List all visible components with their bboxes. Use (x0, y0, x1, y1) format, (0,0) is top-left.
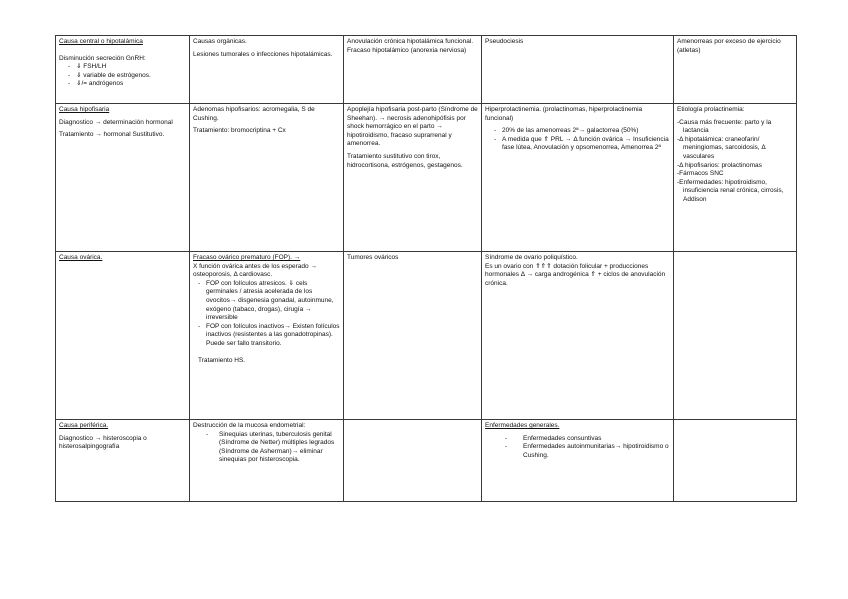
table-row (56, 36, 797, 104)
list-item: - ⇓/= andrógenos (59, 80, 186, 89)
cell-text: Diagnostico → determinación hormonal (59, 118, 173, 126)
cell-general-diseases (482, 420, 674, 502)
cell-text: Amenorreas por exceso de ejercicio (atletas) (677, 38, 781, 54)
cell-peripheral-cause (56, 420, 190, 502)
list-item: -Δ hipotalámica: craneofarin/ meningiomas, sarcoidosis, Δ vasculares (677, 135, 766, 160)
list-item: - FOP con folículos atresicos. ⇓ cels germinales / atresia acelerada de los ovocitos→ disgenesia gonadal, autoinmune, exógeno (tabaco, drogas), cirugía → irreversible (193, 280, 340, 323)
cell-prolactinemia-etiology (674, 104, 797, 252)
cell-empty (344, 420, 482, 502)
table-row (56, 252, 797, 420)
cell-polycystic-ovary (482, 252, 674, 420)
list-item: - Enfermedades autoinmunitarias→ hipotiroidismo o Cushing. (485, 443, 670, 460)
cell-text: Pseudociesis (485, 38, 524, 45)
list-item: -Fármacos SNC (677, 170, 724, 178)
cell-intro: Destrucción de la mucosa endometrial: (193, 422, 306, 429)
list-item: - ⇓ variable de estrógenos. (59, 72, 186, 81)
cell-title: Causa hipofisaria (59, 106, 110, 113)
cell-ovarian-tumors (344, 252, 482, 420)
cell-text: Tumores ováricos (347, 254, 399, 261)
cell-text: Tratamiento sustitutivo con tirox, hidrocortisona, estrógenos, gestagenos. (347, 152, 463, 169)
cell-title: Fracaso ovárico prematuro (FOP). → (193, 254, 301, 261)
cell-footer: Tratamiento HS. (198, 356, 246, 364)
cell-title: Enfermedades generales. (485, 422, 560, 429)
table-row (56, 104, 797, 252)
cell-text: Es un ovario con ⇑⇑⇑ dotación folicular + producciones hormonales Δ → carga androgénica ⇑ + ciclos de anovulación crónica. (485, 262, 666, 287)
cell-text: Adenomas hipofisarios: acromegalia, S de Cushing. (193, 106, 315, 122)
list-item: -Enfermedades: hipotiroidismo, insuficiencia renal crónica, cirrosis, Addison (677, 178, 784, 203)
cell-central-cause (56, 36, 190, 104)
cell-text: Tratamiento → hormonal Sustitutivo. (59, 131, 165, 139)
cell-hypothalamic-anovulation (344, 36, 482, 104)
cell-hyperprolactinemia (482, 104, 674, 252)
list-item: - FOP con folículos inactivos→ Existen folículos inactivos (resistentes a las gonadotropinas). Puede ser fallo transitorio. (193, 323, 340, 349)
cell-pseudocyesis (482, 36, 674, 104)
cell-text: Fracaso hipotalámico (anorexia nerviosa) (347, 46, 467, 54)
cell-text: Lesiones tumorales o infecciones hipotalámicas. (193, 50, 333, 58)
cell-intro: Disminución secreción GnRH: (59, 54, 146, 62)
cell-sheehan-syndrome (344, 104, 482, 252)
cell-title: Etiología prolactinemia: (677, 106, 745, 113)
list-item: - A medida que ⇑ PRL → Δ función ovárica → Insuficiencia fase lútea, Anovulación y opsomenorrea, Amenorrea 2ª (485, 136, 670, 153)
cell-empty (674, 252, 797, 420)
amenorrhea-table (55, 35, 797, 502)
cell-text: Causas orgánicas. (193, 38, 247, 45)
cell-pituitary-cause (56, 104, 190, 252)
list-item: - 20% de las amenorreas 2ª→ galactorrea (50%) (485, 127, 670, 136)
list-item: -Δ hipofisarios: prolactinomas (677, 161, 762, 169)
cell-organic-causes (190, 36, 344, 104)
cell-text: Apoplejía hipofisaria post-parto (Síndrome de Sheehan). → necrosis adenohipófisis por shock hemorrágico en el parto → hipotiroidismo, fracaso suprarrenal y amenorrea. (347, 106, 478, 148)
cell-title: Causa periférica. (59, 422, 109, 429)
cell-title: Causa central o hipotalámica (59, 38, 143, 45)
cell-title: Causa ovárica. (59, 254, 103, 261)
list-item: - ⇓ FSH/LH (59, 63, 186, 72)
cell-text: Síndrome de ovario poliquístico. (485, 254, 578, 261)
cell-intro: X función ovárica antes de los esperado → osteoporosis, Δ cardiovasc. (193, 262, 317, 279)
list-item: - Enfermedades consuntivas (485, 435, 670, 444)
cell-intro: Hiperprolactinemia. (prolactinomas, hiperprolactinemia funcional) (485, 106, 643, 122)
cell-endometrial-destruction (190, 420, 344, 502)
table-row (56, 420, 797, 502)
cell-exercise-amenorrhea (674, 36, 797, 104)
list-item: -Causa más frecuente: parto y la lactancia (677, 118, 772, 135)
cell-premature-ovarian-failure (190, 252, 344, 420)
cell-text: Anovulación crónica hipotalámica funcional. (347, 38, 474, 45)
cell-text: Tratamiento: bromocriptina + Cx (193, 127, 286, 135)
cell-ovarian-cause (56, 252, 190, 420)
cell-empty (674, 420, 797, 502)
cell-pituitary-adenomas (190, 104, 344, 252)
document-page (55, 35, 796, 502)
cell-text: Diagnostico → histeroscopia o histerosalpingografía (59, 434, 147, 451)
list-item: - Sinequias uterinas, tuberculosis genital (Síndrome de Netter) múltiples legrados (Síndrome de Asherman)→ eliminar sinequias por histeroscopia. (193, 431, 340, 465)
